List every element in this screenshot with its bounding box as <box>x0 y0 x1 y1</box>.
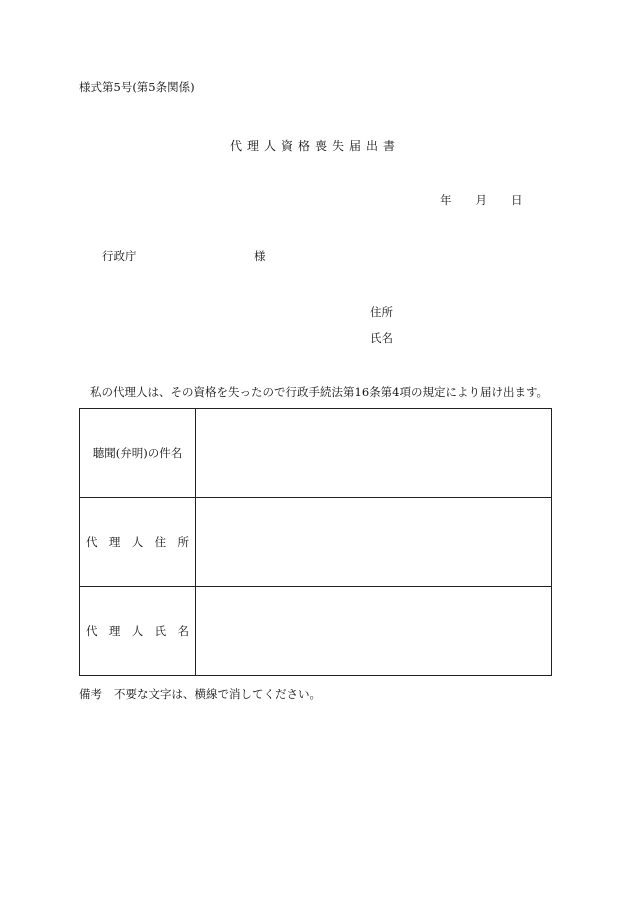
document-title: 代理人資格喪失届出書 <box>229 139 400 153</box>
form-number: 様式第5号(第5条関係) <box>79 80 195 94</box>
table-row <box>80 498 552 587</box>
hearing-subject-label: 聴聞(弁明)の件名 <box>80 409 196 498</box>
date-line <box>440 192 523 208</box>
agent-name-field[interactable] <box>196 587 552 676</box>
date-month-label: 月 <box>475 193 487 207</box>
table-row <box>80 587 552 676</box>
statement-text: 私の代理人は、その資格を失ったので行政手続法第16条第4項の規定により届け出ます。 <box>90 385 549 399</box>
applicant-name-label: 氏名 <box>370 331 393 345</box>
table-row <box>80 409 552 498</box>
addressee-office: 行政庁 <box>102 249 137 263</box>
addressee-honorific: 様 <box>254 249 266 263</box>
date-year-label: 年 <box>440 193 452 207</box>
date-day-label: 日 <box>511 193 523 207</box>
remarks-label: 備考 <box>79 687 102 701</box>
remarks <box>79 686 321 702</box>
form-table <box>79 408 552 676</box>
agent-address-label: 代理人住所 <box>80 498 196 587</box>
remarks-text: 不要な文字は、横線で消してください。 <box>114 687 321 701</box>
agent-address-field[interactable] <box>196 498 552 587</box>
hearing-subject-field[interactable] <box>196 409 552 498</box>
agent-name-label: 代理人氏名 <box>80 587 196 676</box>
applicant-address-label: 住所 <box>370 305 393 319</box>
